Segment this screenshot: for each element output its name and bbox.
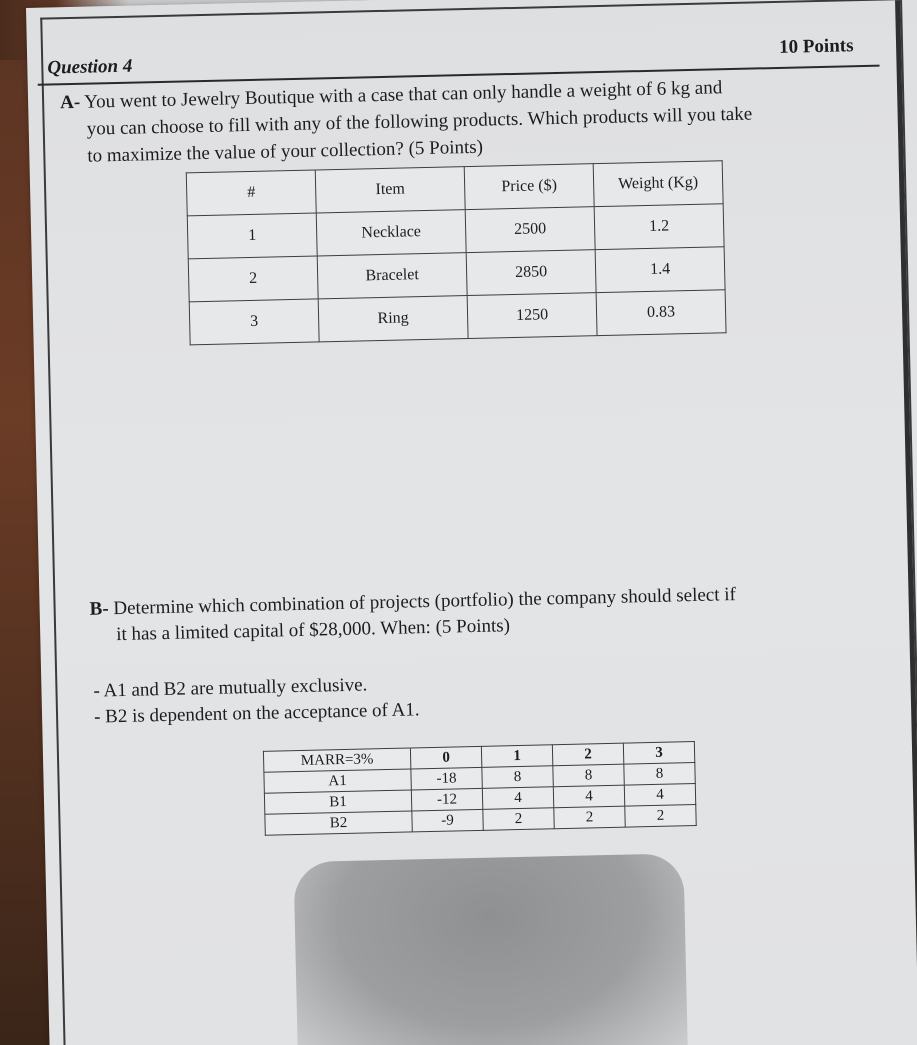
header-cell: 1	[481, 745, 552, 768]
table-cell: B1	[264, 790, 411, 814]
table-cell: 3	[189, 299, 319, 345]
table-cell: 2850	[466, 250, 596, 296]
table-cell: 2	[188, 256, 318, 302]
table-cell: B2	[265, 811, 412, 835]
header-cell: Price ($)	[464, 164, 594, 210]
table-cell: 0.83	[596, 290, 726, 336]
table-cell: -9	[412, 809, 483, 832]
part-a-label: A-	[59, 91, 81, 114]
header-cell: #	[186, 170, 316, 216]
table-cell: -12	[411, 788, 482, 811]
table-cell: A1	[264, 769, 411, 793]
part-a-line-3: to maximize the value of your collection? (5 Points)	[87, 136, 484, 167]
header-cell: 0	[410, 746, 481, 769]
header-cell: MARR=3%	[263, 748, 410, 772]
part-a-line-1: You went to Jewelry Boutique with a case that can only handle a weight of 6 kg and	[84, 77, 723, 113]
part-b-line-2: it has a limited capital of $28,000. When: (5 Points)	[116, 615, 511, 646]
part-a-line-2: you can choose to fill with any of the following products. Which products will you take	[86, 103, 753, 140]
header-cell: 3	[623, 742, 694, 765]
header-cell: Item	[315, 167, 465, 213]
table-cell: Ring	[318, 296, 468, 342]
condition-item: - B2 is dependent on the acceptance of A1.	[93, 699, 420, 728]
table-cell: 1250	[467, 293, 597, 339]
products-table	[186, 160, 727, 345]
part-b-line-1: Determine which combination of projects (portfolio) the company should select if	[113, 584, 737, 620]
table-cell: 4	[553, 785, 624, 808]
projects-table	[263, 741, 697, 836]
table-cell: 2	[554, 806, 625, 829]
header-cell: Weight (Kg)	[593, 161, 723, 207]
table-cell: 2	[483, 808, 554, 831]
table-cell: 1.4	[595, 247, 725, 293]
table-cell: 8	[482, 766, 553, 789]
table-cell: 4	[482, 787, 553, 810]
table-cell: 1	[187, 213, 317, 259]
table-cell: Bracelet	[317, 253, 467, 299]
part-b-label: B-	[89, 598, 109, 620]
condition-item: - A1 and B2 are mutually exclusive.	[93, 674, 368, 702]
camera-shadow	[293, 853, 687, 1045]
question-points: 10 Points	[778, 35, 854, 58]
table-cell: Necklace	[316, 210, 466, 256]
table-cell: 2	[625, 805, 696, 828]
table-cell: 4	[624, 784, 695, 807]
table-cell: 8	[553, 764, 624, 787]
table-cell: 8	[624, 763, 695, 786]
table-cell: 1.2	[594, 204, 724, 250]
table-cell: 2500	[465, 207, 595, 253]
table-cell: -18	[411, 767, 482, 790]
page-border-right	[895, 0, 917, 1040]
exam-sheet	[26, 0, 917, 1045]
question-title: Question 4	[47, 55, 133, 79]
header-cell: 2	[552, 743, 623, 766]
